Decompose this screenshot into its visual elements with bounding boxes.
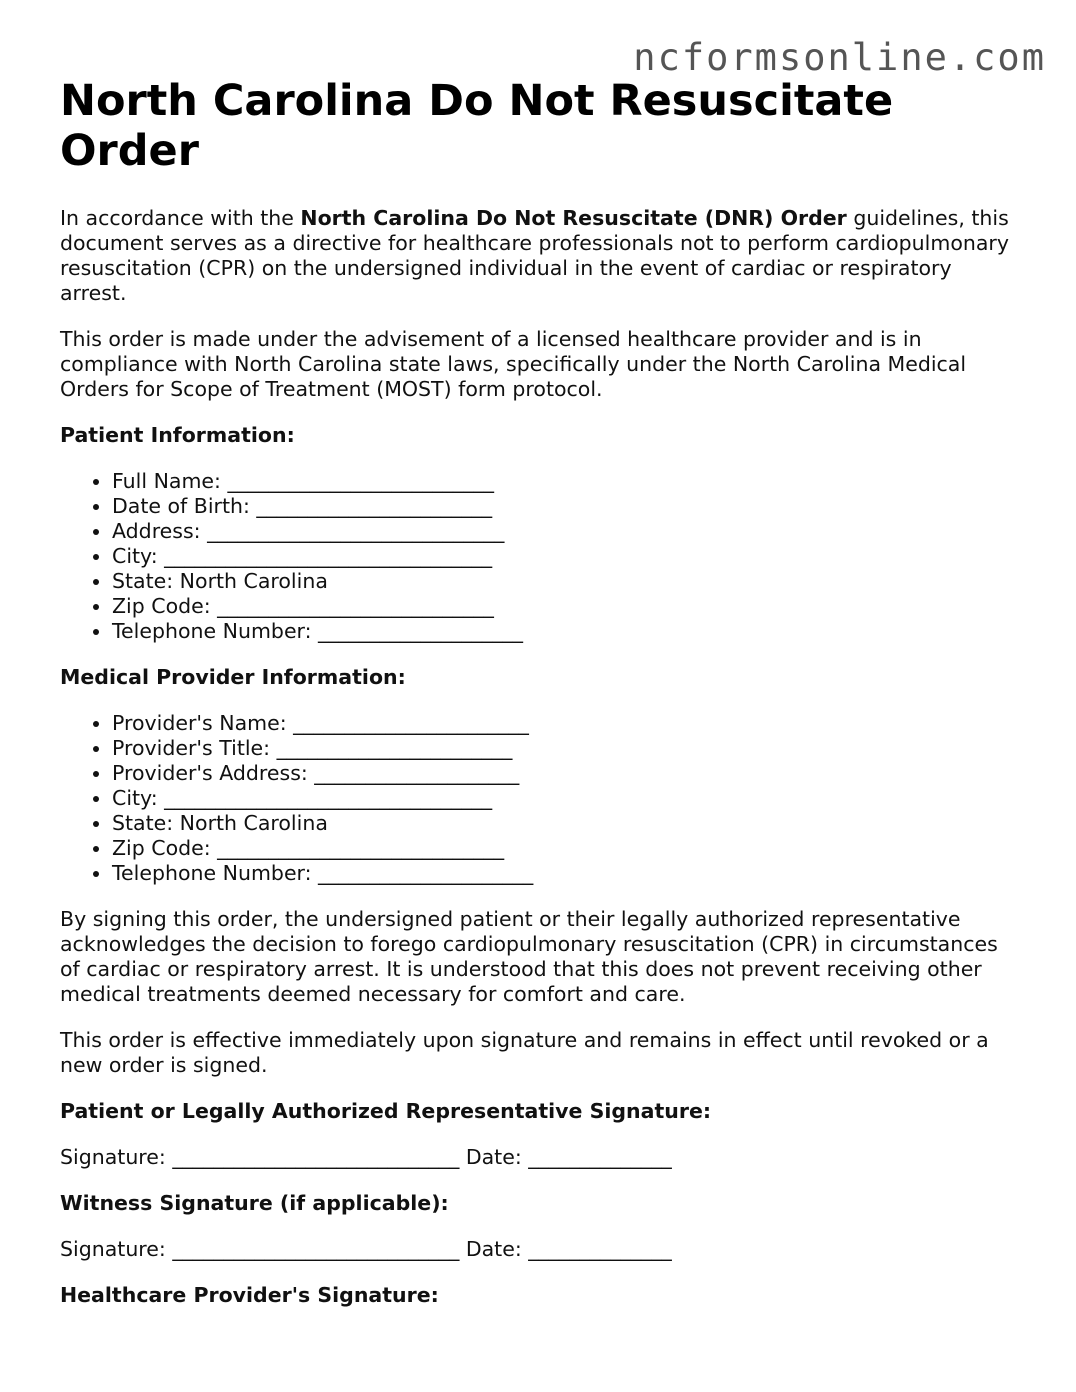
patient-full-name-field[interactable]: • Full Name: __________________________: [112, 469, 1020, 494]
provider-name-field[interactable]: • Provider's Name: _______________________: [112, 711, 1020, 736]
effective-paragraph: This order is effective immediately upon signature and remains in effect until revoked or a new order is signed.: [60, 1028, 989, 1077]
patient-zip-field[interactable]: • Zip Code: ___________________________: [112, 594, 1020, 619]
patient-info-list: [60, 469, 1020, 644]
intro-bold-text: North Carolina Do Not Resuscitate (DNR) Order: [300, 206, 847, 230]
witness-signature-line[interactable]: Signature: ____________________________ Date: ______________: [60, 1237, 672, 1261]
patient-dob-field[interactable]: • Date of Birth: _______________________: [112, 494, 1020, 519]
provider-address-field[interactable]: • Provider's Address: ____________________: [112, 761, 1020, 786]
witness-signature-heading: Witness Signature (if applicable):: [60, 1191, 449, 1215]
acknowledgement-paragraph: By signing this order, the undersigned patient or their legally authorized representative acknowledges the decision to forego cardiopulmonary resuscitation (CPR) in circumstances of cardiac or respiratory arrest. It is understood that this does not prevent receiving other medical treatments deemed necessary for comfort and care.: [60, 907, 998, 1006]
patient-address-field[interactable]: • Address: _____________________________: [112, 519, 1020, 544]
provider-city-field[interactable]: • City: ________________________________: [112, 786, 1020, 811]
patient-phone-field[interactable]: • Telephone Number: ____________________: [112, 619, 1020, 644]
patient-state-field: • State: North Carolina: [112, 569, 1020, 594]
provider-info-list: [60, 711, 1020, 886]
provider-state-field: • State: North Carolina: [112, 811, 1020, 836]
document-body: [60, 76, 1020, 1308]
provider-title-field[interactable]: • Provider's Title: _______________________: [112, 736, 1020, 761]
intro-text-end: guidelines, this document serves as a directive for healthcare professionals not to perform cardiopulmonary resuscitation (CPR) on the undersigned individual in the event of cardiac or respiratory arrest.: [60, 206, 1009, 305]
advisement-paragraph: This order is made under the advisement of a licensed healthcare provider and is in compliance with North Carolina state laws, specifically under the North Carolina Medical Orders for Scope of Treatment (MOST) form protocol.: [60, 327, 967, 401]
document-title: North Carolina Do Not Resuscitate Order: [60, 76, 894, 176]
provider-info-heading: Medical Provider Information:: [60, 665, 406, 689]
patient-info-heading: Patient Information:: [60, 423, 295, 447]
patient-signature-heading: Patient or Legally Authorized Representative Signature:: [60, 1099, 712, 1123]
provider-phone-field[interactable]: • Telephone Number: _____________________: [112, 861, 1020, 886]
intro-text-start: In accordance with the: [60, 206, 301, 230]
provider-zip-field[interactable]: • Zip Code: ____________________________: [112, 836, 1020, 861]
provider-signature-heading: Healthcare Provider's Signature:: [60, 1283, 439, 1307]
patient-signature-line[interactable]: Signature: ____________________________ Date: ______________: [60, 1145, 672, 1169]
intro-paragraph: [60, 206, 1020, 306]
patient-city-field[interactable]: • City: ________________________________: [112, 544, 1020, 569]
site-watermark: ncformsonline.com: [633, 36, 1046, 79]
